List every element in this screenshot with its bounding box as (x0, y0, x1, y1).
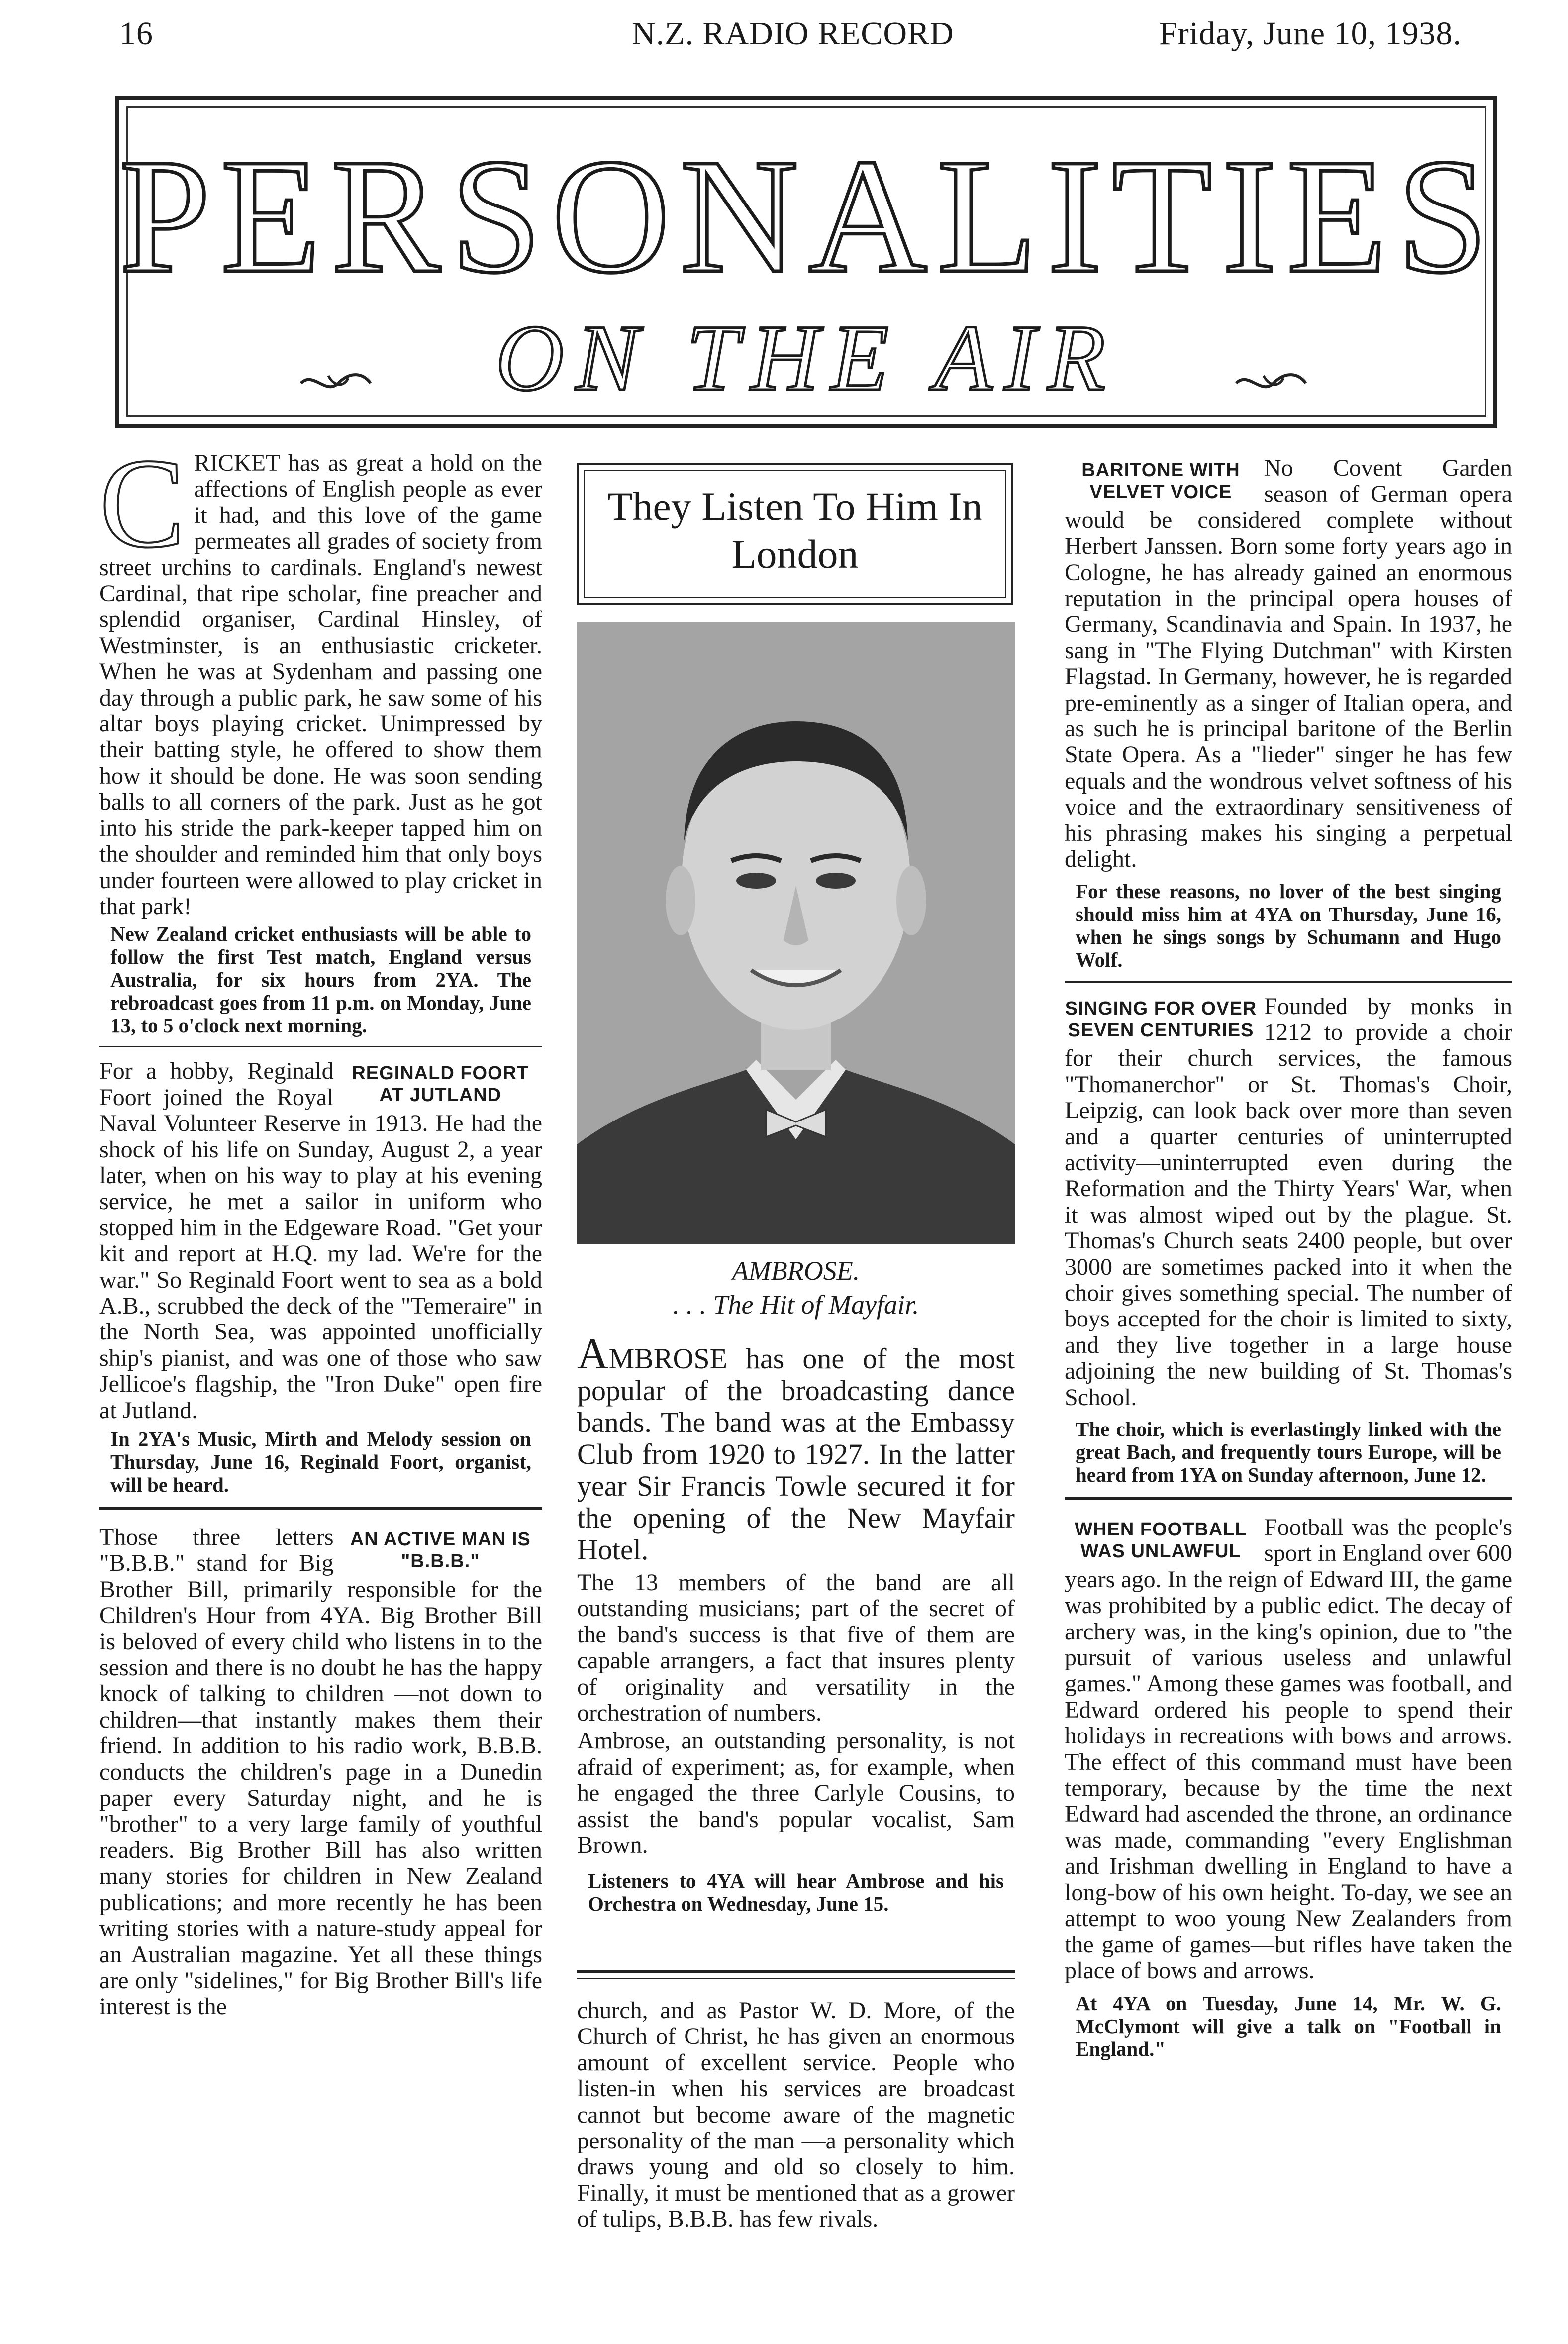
thomas-body: Founded by monks in 1212 to provide a choir for their church services, the famous "Thomanerchor" or St. Thomas's Choir, Leipzig, can look back over more than seven and a quarter centuries of uninterrupted activity—uninterrupted even during the Reformation and the Thirty Years' War, when it was almost wiped out by the plague. St. Thomas's Church seats 2400 people, but over 3000 are sometimes packed into it when the choir gives something special. The number of boys accepted for the choir is limited to sixty, and they live together in a large house adjoining the new building of St. Thomas's School. (1065, 993, 1512, 1411)
ambrose-portrait-photo (577, 622, 1015, 1244)
divider (577, 1978, 1015, 1979)
ambrose-dropcap: A (577, 1330, 609, 1378)
ambrose-caption-name: AMBROSE. (732, 1256, 860, 1286)
bbb-heading: AN ACTIVE MAN IS "B.B.B." (350, 1529, 531, 1572)
ambrose-caption (577, 1254, 1015, 1322)
football-heading: WHEN FOOTBALL WAS UNLAWFUL (1075, 1519, 1247, 1562)
cricket-dropcap: C (99, 432, 186, 574)
bbb-body: Those three letters "B.B.B." stand for Big Brother Bill, primarily responsible for the Children's Hour from 4YA. Big Brother Bill is beloved of every child who listens in to the session and there is no doubt he has the happy knock of talking to children —not down to children—that instantly makes them their friend. In addition to his radio work, B.B.B. conducts the children's page in a Dunedin paper every Saturday night, and he is "brother" to a very large family of youthful readers. Big Brother Bill has also written many stories for children in New Zealand publications; and more recently he has been writing stories with a nature-study appeal for an Australian magazine. Yet all these things are only "sidelines," for Big Brother Bill's life interest is the (99, 1524, 542, 2020)
ambrose-caption-sub: . . . The Hit of Mayfair. (673, 1290, 919, 1320)
ambrose-body-3: Ambrose, an outstanding personality, is not afraid of experiment; as, for example, when he engaged the three Carlyle Cousins, to assist the band's popular vocalist, Sam Brown. (577, 1728, 1015, 1859)
column-left (99, 432, 542, 2020)
bbb-continued-body: church, and as Pastor W. D. More, of the Church of Christ, he has given an enormous amount of excellent service. People who listen-in when his services are broadcast cannot but become aware of the magnetic personality of the man —a personality which draws young and old so closely to him. Finally, it must be mentioned that as a grower of tulips, B.B.B. has few rivals. (577, 1997, 1015, 2233)
issue-date: Friday, June 10, 1938. (1159, 15, 1462, 52)
cricket-announcement: New Zealand cricket enthusiasts will be able to follow the first Test match, England versus Australia, for six hours from 2YA. The rebroadcast goes from 11 p.m. on Monday, June 13, to 5 o'clock next morning. (110, 922, 531, 1037)
foort-article (99, 1058, 542, 1424)
ambrose-announcement: Listeners to 4YA will hear Ambrose and his Orchestra on Wednesday, June 15. (588, 1869, 1004, 1916)
thomas-announcement: The choir, which is everlastingly linked with the great Bach, and frequently tours Europe, will be heard from 1YA on Sunday afternoon, June 12. (1076, 1418, 1501, 1486)
divider (1065, 981, 1512, 983)
divider (1065, 1497, 1512, 1500)
football-article (1065, 1515, 1512, 1984)
ambrose-box-title (577, 463, 1013, 605)
ambrose-box-title-text: They Listen To Him In London (584, 470, 1006, 598)
baritone-body: No Covent Garden season of German opera would be considered complete without Herbert Janssen. Born some forty years ago in Cologne, he has already gained an enormous reputation in the principal opera houses of Germany, Scandinavia and Spain. In 1937, he sang in "The Flying Dutchman" with Kirsten Flagstad. In Germany, however, he is regarded pre-eminently as a singer of Italian opera, and as such he is principal baritone of the Berlin State Opera. As a "lieder" singer he has few equals and the wondrous velvet softness of his voice and the extraordinary sensitiveness of his phrasing makes his singing a perpetual delight. (1065, 455, 1512, 873)
publication-name: N.Z. RADIO RECORD (632, 15, 954, 52)
foort-announcement: In 2YA's Music, Mirth and Melody session on Thursday, June 16, Reginald Foort, organist, will be heard. (110, 1427, 531, 1496)
ambrose-body-2: The 13 members of the band are all outstanding musicians; part of the secret of the band's success is that five of them are capable arrangers, a fact that insures plenty of originality and versatility in the orchestration of numbers. (577, 1569, 1015, 1727)
thomas-heading: SINGING FOR OVER SEVEN CENTURIES (1065, 998, 1257, 1041)
divider (99, 1046, 542, 1047)
foort-heading: REGINALD FOORT AT JUTLAND (352, 1063, 529, 1106)
banner-subtitle: ON THE AIR (495, 306, 1117, 410)
title-banner (115, 96, 1497, 428)
cricket-body: RICKET has as great a hold on the affections of English people as ever it had, and this love of the game permeates all grades of society from street urchins to cardinals. England's newest Cardinal, that ripe scholar, fine preacher and splendid organiser, Cardinal Hinsley, of Westminster, is an enthusiastic cricketer. When he was at Sydenham and passing one day through a public park, he saw some of his altar boys playing cricket. Unimpressed by their batting style, he offered to show them how it should be done. He was soon sending balls to all corners of the park. Just as he got into his stride the park-keeper tapped him on the shoulder and reminded him that only boys under fourteen were allowed to play cricket in that park! (99, 450, 542, 919)
banner-title: PERSONALITIES (119, 125, 1498, 307)
divider (99, 1507, 542, 1510)
baritone-announcement: For these reasons, no lover of the best singing should miss him at 4YA on Thursday, June 16, when he sings songs by Schumann and Hugo Wolf. (1076, 879, 1501, 971)
football-announcement: At 4YA on Tuesday, June 14, Mr. W. G. McClymont will give a talk on "Football in England." (1076, 1992, 1501, 2061)
ambrose-lead (577, 1330, 1015, 1566)
baritone-heading: BARITONE WITH VELVET VOICE (1081, 460, 1240, 503)
bbb-article (99, 1525, 542, 2020)
divider (577, 1970, 1015, 1973)
football-body: Football was the people's sport in England over 600 years ago. In the reign of Edward III, the game was prohibited by a public edict. The decay of archery was, in the king's opinion, due to "the pursuit of various useless and unlawful games." Among these games was football, and Edward ordered his people to spend their holidays in recreations with bows and arrows. The effect of this command must have been temporary, because by the time the next Edward had ascended the throne, an ordinance was made, commanding "every Englishman and Irishman dwelling in England to have a long-bow of his own height. To-day, we see an attempt to woo young New Zealanders from the game of games—but rifles have taken the place of bows and arrows. (1065, 1514, 1512, 1984)
page-number: 16 (119, 15, 153, 52)
cricket-article (99, 432, 542, 919)
bbb-continued-article (577, 1998, 1015, 2233)
ambrose-article (577, 1330, 1015, 1916)
thomas-article (1065, 994, 1512, 1411)
baritone-article (1065, 455, 1512, 873)
column-right (1065, 455, 1512, 2060)
foort-body: For a hobby, Reginald Foort joined the Royal Naval Volunteer Reserve in 1913. He had the shock of his life on Sunday, August 2, a year later, when on his way to play at his evening service, he met a sailor in uniform who stopped him in the Edgeware Road. "Get your kit and report at H.Q. my lad. We're for the war." So Reginald Foort went to sea as a bold A.B., scrubbed the deck of the "Temeraire" in the North Sea, was appointed unofficially ship's pianist, and was one of those who saw Jellicoe's flagship, the "Iron Duke" open fire at Jutland. (99, 1058, 542, 1424)
ambrose-body-1: MBROSE has one of the most popular of the broadcasting dance bands. The band was at the Embassy Club from 1920 to 1927. In the latter year Sir Francis Towle secured it for the opening of the New Mayfair Hotel. (577, 1342, 1015, 1566)
